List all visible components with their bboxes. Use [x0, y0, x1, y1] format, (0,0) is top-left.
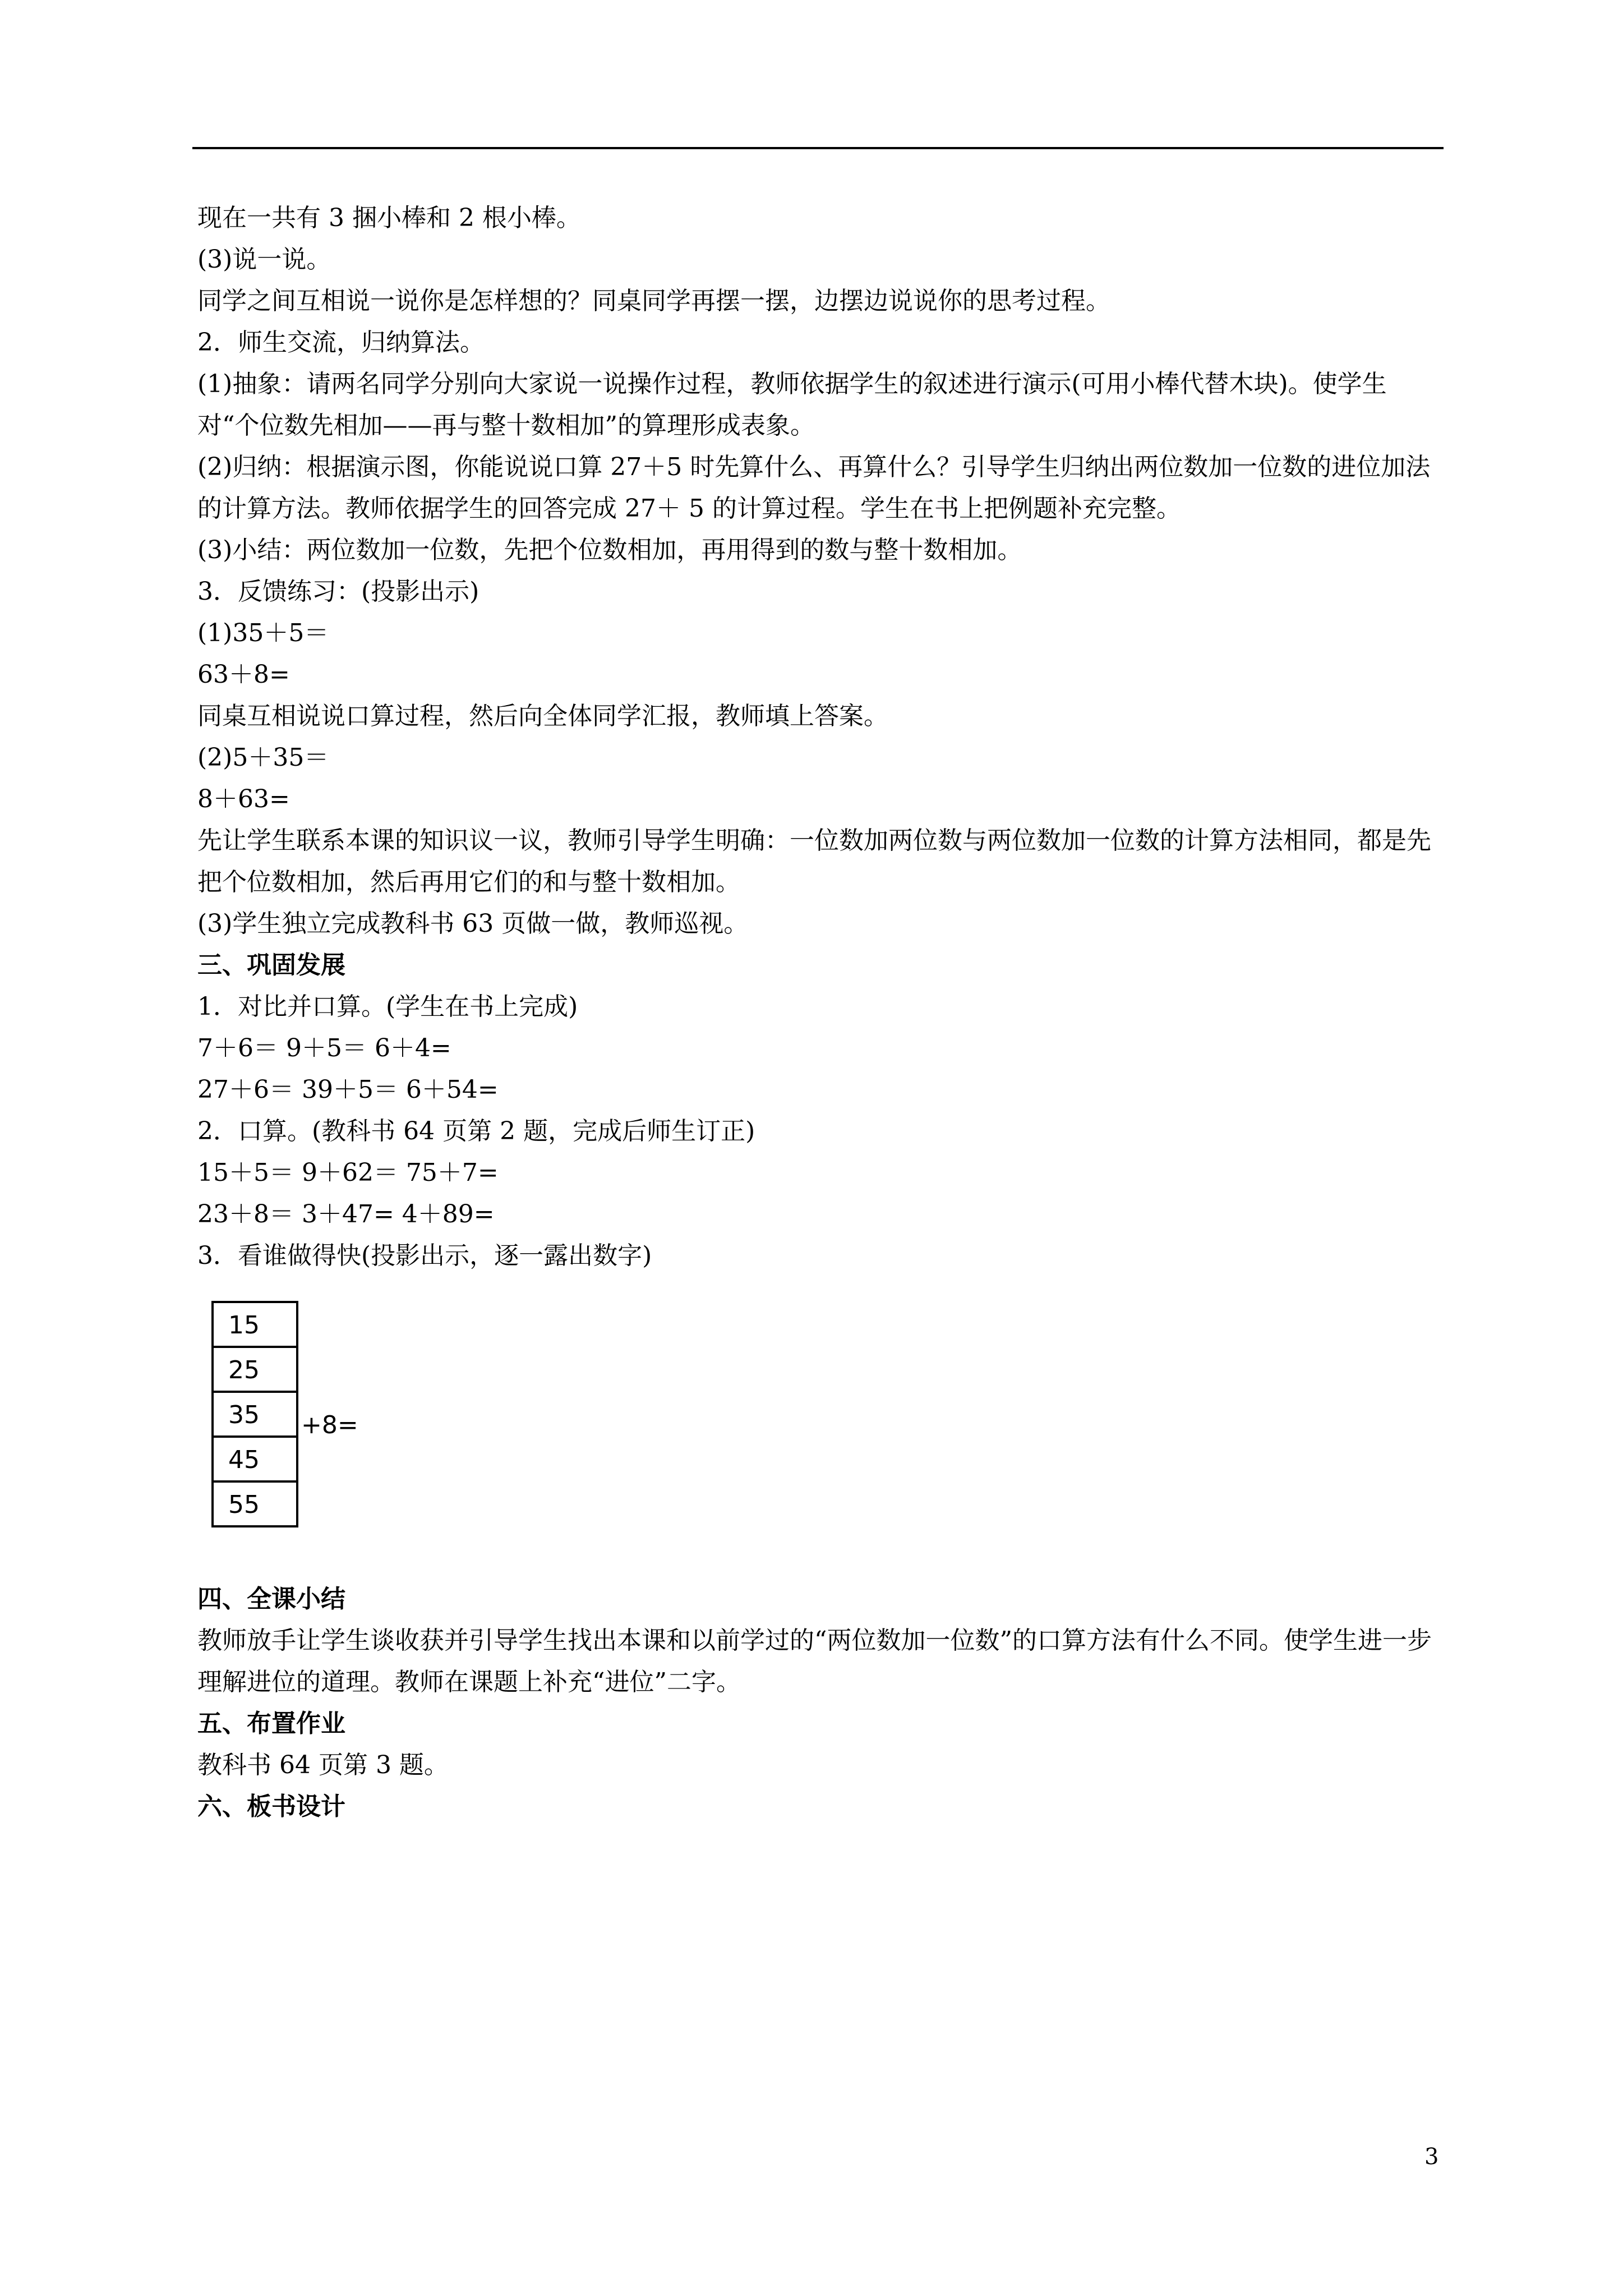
text-line: 3．看谁做得快(投影出示，逐一露出数字) [197, 1241, 652, 1270]
document-body [197, 197, 1448, 1828]
text-line: (3)学生独立完成教科书 63 页做一做，教师巡视。 [197, 909, 749, 938]
text-line: 同学之间互相说一说你是怎样想的？同桌同学再摆一摆，边摆边说说你的思考过程。 [197, 287, 1110, 315]
text-line: 教科书 64 页第 3 题。 [197, 1751, 449, 1779]
text-line: 2．师生交流，归纳算法。 [197, 328, 485, 357]
number-cell: 15 [214, 1303, 296, 1348]
section-heading-board-design: 六、板书设计 [197, 1792, 345, 1821]
section-heading-summary: 四、全课小结 [197, 1585, 345, 1613]
paragraph-induction: (2)归纳：根据演示图，你能说说口算 27＋5 时先算什么、再算什么？引导学生归纳出两位数加一位数的进位加法的计算方法。教师依据学生的回答完成 27＋ 5 的计算过程。学生在书上把例题补充完整。 [197, 453, 1431, 523]
text-line: (3)小结：两位数加一位数，先把个位数相加，再用得到的数与整十数相加。 [197, 536, 1022, 564]
text-line: 15＋5＝ 9＋62＝ 75＋7= [197, 1158, 499, 1187]
number-cell: 45 [214, 1438, 296, 1483]
number-cell: 25 [214, 1348, 296, 1393]
addend-suffix: +8= [301, 1411, 358, 1439]
paragraph-discussion: 先让学生联系本课的知识议一议，教师引导学生明确：一位数加两位数与两位数加一位数的计算方法相同，都是先把个位数相加，然后再用它们的和与整十数相加。 [197, 826, 1431, 896]
number-cell: 55 [214, 1483, 296, 1527]
text-line: 1．对比并口算。(学生在书上完成) [197, 992, 578, 1021]
text-line: 同桌互相说说口算过程，然后向全体同学汇报，教师填上答案。 [197, 702, 888, 730]
page-number: 3 [1424, 2144, 1439, 2170]
text-line: 7＋6＝ 9＋5＝ 6＋4= [197, 1034, 451, 1062]
number-stack [211, 1301, 298, 1527]
text-line: (1)35＋5＝ [197, 619, 329, 647]
paragraph-summary: 教师放手让学生谈收获并引导学生找出本课和以前学过的“两位数加一位数”的口算方法有什么不同。使学生进一步理解进位的道理。教师在课题上补充“进位”二字。 [197, 1626, 1432, 1696]
header-rule [192, 147, 1444, 149]
text-line: 现在一共有 3 捆小棒和 2 根小棒。 [197, 204, 581, 232]
text-line: (3)说一说。 [197, 245, 331, 274]
text-line: 3．反馈练习：(投影出示) [197, 577, 479, 606]
addition-figure [197, 1287, 1448, 1579]
text-line: 23＋8＝ 3＋47= 4＋89= [197, 1200, 495, 1228]
number-cell: 35 [214, 1393, 296, 1438]
text-line: 8＋63= [197, 785, 290, 813]
text-line: 27＋6＝ 39＋5＝ 6＋54= [197, 1075, 499, 1104]
section-heading-consolidation: 三、巩固发展 [197, 951, 345, 979]
section-heading-homework: 五、布置作业 [197, 1709, 345, 1738]
paragraph-abstraction: (1)抽象：请两名同学分别向大家说一说操作过程，教师依据学生的叙述进行演示(可用小棒代替木块)。使学生对“个位数先相加——再与整十数相加”的算理形成表象。 [197, 370, 1387, 440]
text-line: 2．口算。(教科书 64 页第 2 题，完成后师生订正) [197, 1117, 755, 1145]
text-line: (2)5＋35＝ [197, 743, 329, 772]
text-line: 63＋8= [197, 660, 290, 689]
